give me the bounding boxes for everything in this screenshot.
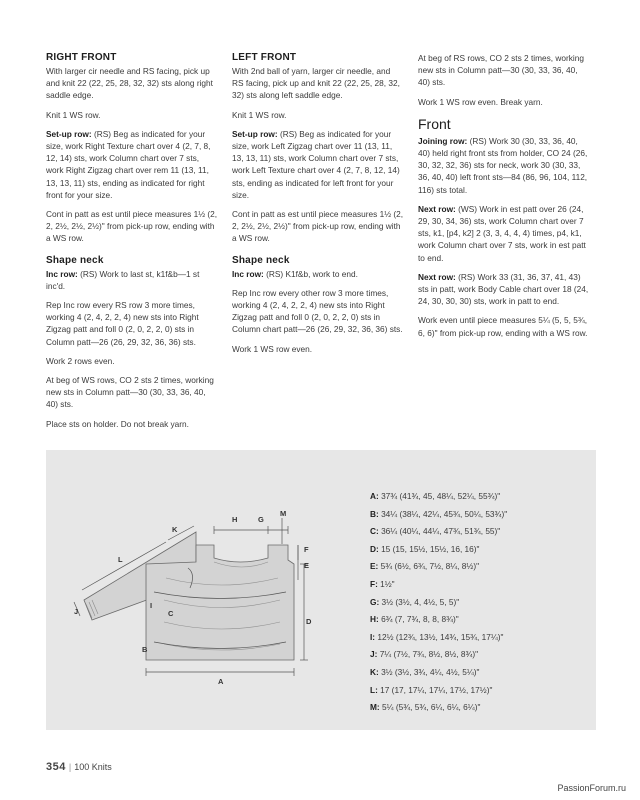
measurement-row: H: 6¾ (7, 7¾, 8, 8, 8¾)"	[370, 614, 459, 625]
measurement-row: M: 5¼ (5¾, 5¾, 6¼, 6¼, 6¼)"	[370, 702, 481, 713]
paragraph: Set-up row: (RS) Beg as indicated for your size, work Left Zigzag chart over 11 (13, 11, 13, 13, 11) sts, work Column chart over 7 sts, work Left Texture chart over 4 (2, 7, 8, 12, 14) sts, ending as indicated for left front for your size.	[232, 128, 400, 200]
paragraph: Next row: (WS) Work in est patt over 26 (24, 29, 30, 34, 36) sts, work Column chart over 7 sts, k1, [p4, k2] 2 (3, 3, 4, 4, 4) times, p4, k1, work Column chart over 7 sts, work in est patt to end.	[418, 203, 586, 263]
paragraph: Rep Inc row every RS row 3 more times, working 4 (2, 4, 2, 2, 4) new sts into Right Zigzag patt and foll 0 (2, 0, 2, 2, 0) sts in Column patt—26 (26, 29, 32, 36, 36) sts.	[46, 300, 199, 347]
measurement-row: A: 37¾ (41¾, 45, 48¼, 52¼, 55¾)"	[370, 491, 501, 501]
shape-neck-heading: Shape neck	[232, 254, 290, 266]
schematic-panel	[46, 450, 596, 730]
paragraph: Work 1 WS row even. Break yarn.	[418, 96, 543, 107]
paragraph: At beg of WS rows, CO 2 sts 2 times, working new sts in Column patt—30 (30, 33, 36, 40, 40) sts.	[46, 375, 214, 410]
step-lead: Joining row:	[418, 135, 468, 146]
paragraph: Joining row: (RS) Work 30 (30, 33, 36, 40, 40) held right front sts from holder, CO 24 (26, 30, 32, 32, 36) sts for neck, work 30 (30, 33, 36, 40, 40) left front sts—84 (86, 96, 104, 112, 116) sts total.	[418, 135, 588, 195]
label-l: L	[118, 555, 123, 564]
step-lead: Next row:	[418, 203, 456, 214]
measurement-row: L: 17 (17, 17¼, 17¼, 17½, 17½)"	[370, 684, 493, 695]
paragraph: Work 1 WS row even.	[232, 343, 313, 354]
step-lead: Set-up row:	[46, 128, 92, 139]
paragraph: With larger cir needle and RS facing, pick up and knit 22 (22, 25, 28, 32, 32) sts along right saddle edge.	[46, 66, 213, 101]
label-g: G	[258, 515, 264, 524]
measurement-row: J: 7¼ (7½, 7¾, 8½, 8½, 8¾)"	[370, 649, 479, 660]
garment-schematic	[46, 450, 596, 730]
label-e: E	[304, 561, 310, 570]
label-m: M	[280, 509, 287, 518]
paragraph: Work even until piece measures 5¼ (5, 5, 5¾, 6, 6)" from pick-up row, ending with a WS row.	[418, 315, 588, 338]
measurement-row: C: 36¼ (40¼, 44¼, 47¾, 51¾, 55)"	[370, 526, 501, 537]
front-column	[418, 52, 590, 346]
measurement-row: D: 15 (15, 15½, 15½, 16, 16)"	[370, 543, 480, 554]
step-lead: Inc row:	[46, 268, 78, 279]
measurement-row: F: 1½"	[370, 578, 395, 589]
measurement-row: K: 3½ (3½, 3¾, 4¼, 4½, 5¼)"	[370, 666, 480, 677]
measurement-row: G: 3½ (3½, 4, 4½, 5, 5)"	[370, 596, 460, 607]
measurement-row: I: 12½ (12¾, 13½, 14¾, 15¾, 17¼)"	[370, 631, 504, 642]
label-i: I	[150, 601, 153, 610]
page-footer	[46, 761, 112, 773]
paragraph: Inc row: (RS) Work to last st, k1f&b—1 st inc'd.	[46, 268, 200, 291]
paragraph: Inc row: (RS) K1f&b, work to end.	[232, 268, 358, 279]
front-heading: Front	[418, 115, 451, 132]
measurement-row: E: 5¾ (6½, 6¾, 7½, 8¼, 8½)"	[370, 561, 480, 572]
label-k: K	[172, 525, 178, 534]
left-front-heading: LEFT FRONT	[232, 52, 297, 63]
paragraph: Place sts on holder. Do not break yarn.	[46, 418, 189, 429]
paragraph: Knit 1 WS row.	[232, 109, 287, 120]
label-j: J	[74, 607, 79, 616]
left-front-column	[232, 52, 404, 362]
measurements-list	[370, 488, 507, 717]
paragraph: With 2nd ball of yarn, larger cir needle, and RS facing, pick up and knit 22 (22, 25, 28, 32, 32) sts along left saddle edge.	[232, 66, 400, 101]
step-lead: Next row:	[418, 271, 456, 282]
paragraph: Next row: (RS) Work 33 (31, 36, 37, 41, 43) sts in patt, work Body Cable chart over 18 (24, 24, 30, 30, 30) sts, work in patt to end.	[418, 271, 589, 307]
measurement-row: B: 34¼ (38¼, 42¼, 45¾, 50¼, 53¾)"	[370, 508, 508, 519]
step-lead: Set-up row:	[232, 128, 278, 139]
paragraph: At beg of RS rows, CO 2 sts 2 times, working new sts in Column patt—30 (30, 33, 36, 40, 40) sts.	[418, 53, 584, 88]
watermark: PassionForum.ru	[557, 783, 626, 793]
shape-neck-heading: Shape neck	[46, 254, 104, 266]
paragraph: Knit 1 WS row.	[46, 109, 101, 120]
label-f: F	[304, 545, 309, 554]
paragraph: Set-up row: (RS) Beg as indicated for your size, work Right Texture chart over 4 (2, 7, 8, 12, 14) sts, work Column chart over 7 sts, work Right Zigzag chart over rem 11 (13, 11, 13, 13, 11) sts, ending as indicated for right front for your size.	[46, 128, 211, 200]
footer-separator: |	[68, 762, 72, 772]
label-a: A	[218, 677, 224, 686]
label-d: D	[306, 617, 312, 626]
label-c: C	[168, 609, 174, 618]
paragraph: Rep Inc row every other row 3 more times, working 4 (2, 4, 2, 2, 4) new sts into Right Zigzag patt and foll 0 (2, 0, 2, 2, 0) sts in Column chart patt—26 (26, 29, 32, 36, 36) sts.	[232, 287, 403, 335]
label-h: H	[232, 515, 238, 524]
label-b: B	[142, 645, 148, 654]
right-front-heading: RIGHT FRONT	[46, 52, 117, 63]
book-title: 100 Knits	[74, 762, 112, 772]
page-number: 354	[46, 761, 66, 773]
paragraph: Work 2 rows even.	[46, 355, 115, 366]
step-lead: Inc row:	[232, 268, 264, 279]
right-front-column	[46, 52, 218, 437]
paragraph: Cont in patt as est until piece measures 1½ (2, 2, 2½, 2½, 2½)" from pick-up row, ending with a WS row.	[46, 209, 218, 244]
paragraph: Cont in patt as est until piece measures 1½ (2, 2, 2½, 2½, 2½)" from pick-up row, ending with a WS row.	[232, 209, 404, 244]
